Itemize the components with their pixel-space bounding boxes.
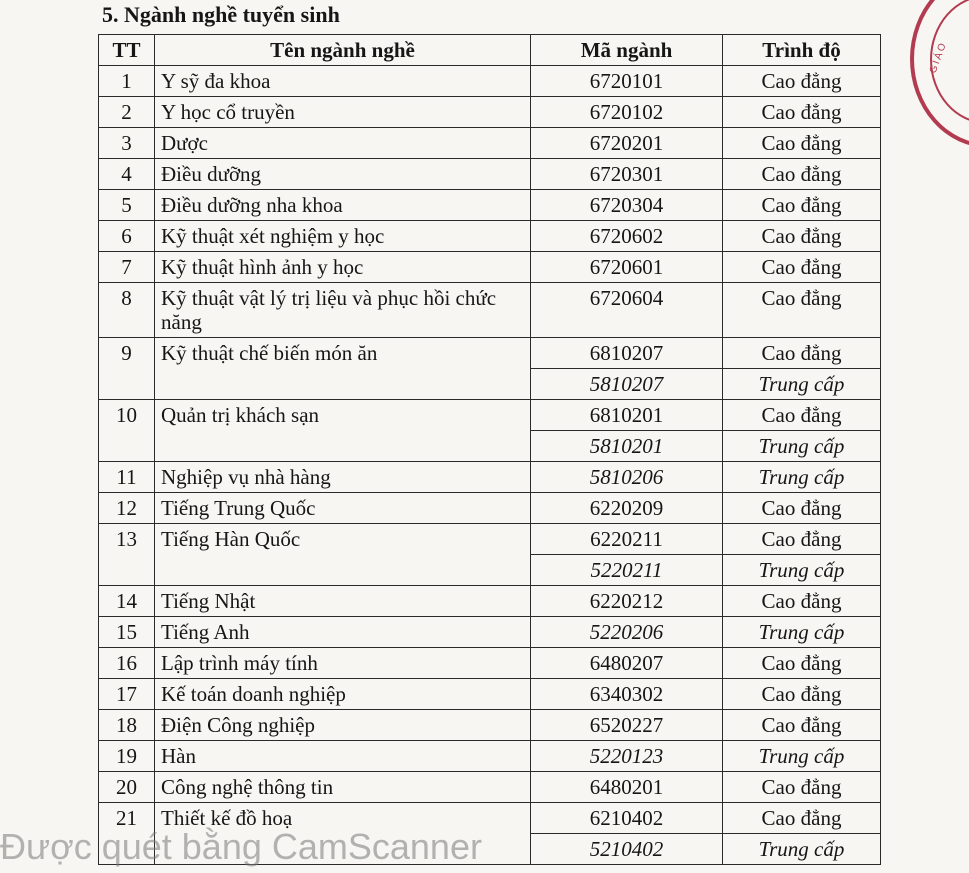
program-code: 5810201 bbox=[531, 431, 723, 462]
table-row bbox=[99, 679, 881, 710]
training-level: Cao đẳng bbox=[723, 221, 881, 252]
row-number: 12 bbox=[99, 493, 155, 524]
program-name: Dược bbox=[155, 128, 531, 159]
training-level: Cao đẳng bbox=[723, 400, 881, 431]
training-level: Cao đẳng bbox=[723, 128, 881, 159]
training-level: Cao đẳng bbox=[723, 66, 881, 97]
program-code: 6720602 bbox=[531, 221, 723, 252]
program-name: Nghiệp vụ nhà hàng bbox=[155, 462, 531, 493]
table-row bbox=[99, 741, 881, 772]
program-code: 6720101 bbox=[531, 66, 723, 97]
program-code: 6480207 bbox=[531, 648, 723, 679]
row-number: 8 bbox=[99, 283, 155, 338]
program-code: 6810207 bbox=[531, 338, 723, 369]
program-code: 5220123 bbox=[531, 741, 723, 772]
row-number: 16 bbox=[99, 648, 155, 679]
training-level: Cao đẳng bbox=[723, 772, 881, 803]
program-name: Tiếng Hàn Quốc bbox=[155, 524, 531, 586]
program-name: Thiết kế đồ hoạ bbox=[155, 803, 531, 865]
training-level: Cao đẳng bbox=[723, 338, 881, 369]
table-row bbox=[99, 159, 881, 190]
row-number: 5 bbox=[99, 190, 155, 221]
program-code: 6810201 bbox=[531, 400, 723, 431]
program-name: Quản trị khách sạn bbox=[155, 400, 531, 462]
table-row bbox=[99, 221, 881, 252]
program-name: Lập trình máy tính bbox=[155, 648, 531, 679]
program-name: Kế toán doanh nghiệp bbox=[155, 679, 531, 710]
training-level: Trung cấp bbox=[723, 369, 881, 400]
program-name: Kỹ thuật vật lý trị liệu và phục hồi chức năng bbox=[155, 283, 531, 338]
table-row bbox=[99, 462, 881, 493]
table-row bbox=[99, 190, 881, 221]
table-row bbox=[99, 617, 881, 648]
training-level: Cao đẳng bbox=[723, 803, 881, 834]
column-header-name: Tên ngành nghề bbox=[155, 35, 531, 66]
training-level: Cao đẳng bbox=[723, 97, 881, 128]
program-code: 6210402 bbox=[531, 803, 723, 834]
program-name: Công nghệ thông tin bbox=[155, 772, 531, 803]
training-level: Cao đẳng bbox=[723, 586, 881, 617]
program-name: Y học cổ truyền bbox=[155, 97, 531, 128]
row-number: 4 bbox=[99, 159, 155, 190]
program-code: 6720201 bbox=[531, 128, 723, 159]
row-number: 19 bbox=[99, 741, 155, 772]
program-code: 6220209 bbox=[531, 493, 723, 524]
table-row bbox=[99, 66, 881, 97]
program-code: 6220211 bbox=[531, 524, 723, 555]
program-code: 6340302 bbox=[531, 679, 723, 710]
table-row bbox=[99, 524, 881, 555]
training-level: Trung cấp bbox=[723, 462, 881, 493]
program-code: 5810206 bbox=[531, 462, 723, 493]
row-number: 15 bbox=[99, 617, 155, 648]
row-number: 6 bbox=[99, 221, 155, 252]
program-name: Tiếng Trung Quốc bbox=[155, 493, 531, 524]
row-number: 14 bbox=[99, 586, 155, 617]
program-name: Tiếng Nhật bbox=[155, 586, 531, 617]
table-row bbox=[99, 493, 881, 524]
programs-table bbox=[98, 34, 881, 865]
table-row bbox=[99, 648, 881, 679]
table-row bbox=[99, 97, 881, 128]
section-heading: 5. Ngành nghề tuyển sinh bbox=[102, 2, 340, 27]
training-level: Cao đẳng bbox=[723, 679, 881, 710]
program-code: 6720604 bbox=[531, 283, 723, 338]
camscanner-watermark: Được quét bằng CamScanner bbox=[0, 826, 482, 867]
program-name: Y sỹ đa khoa bbox=[155, 66, 531, 97]
row-number: 2 bbox=[99, 97, 155, 128]
training-level: Trung cấp bbox=[723, 741, 881, 772]
training-level: Cao đẳng bbox=[723, 190, 881, 221]
table-row bbox=[99, 252, 881, 283]
program-name: Điện Công nghiệp bbox=[155, 710, 531, 741]
program-code: 6220212 bbox=[531, 586, 723, 617]
column-header-level: Trình độ bbox=[723, 35, 881, 66]
row-number: 1 bbox=[99, 66, 155, 97]
row-number: 21 bbox=[99, 803, 155, 865]
row-number: 9 bbox=[99, 338, 155, 400]
program-code: 6480201 bbox=[531, 772, 723, 803]
program-code: 6720301 bbox=[531, 159, 723, 190]
training-level: Cao đẳng bbox=[723, 159, 881, 190]
row-number: 3 bbox=[99, 128, 155, 159]
table-row bbox=[99, 338, 881, 369]
row-number: 20 bbox=[99, 772, 155, 803]
stamp-text: GIÁO bbox=[927, 40, 950, 75]
program-code: 6520227 bbox=[531, 710, 723, 741]
training-level: Trung cấp bbox=[723, 617, 881, 648]
program-code: 6720102 bbox=[531, 97, 723, 128]
row-number: 18 bbox=[99, 710, 155, 741]
training-level: Cao đẳng bbox=[723, 710, 881, 741]
program-name: Điều dưỡng bbox=[155, 159, 531, 190]
training-level: Trung cấp bbox=[723, 834, 881, 865]
program-code: 5220211 bbox=[531, 555, 723, 586]
training-level: Cao đẳng bbox=[723, 252, 881, 283]
row-number: 7 bbox=[99, 252, 155, 283]
table-row bbox=[99, 283, 881, 338]
program-name: Kỹ thuật hình ảnh y học bbox=[155, 252, 531, 283]
program-name: Điều dưỡng nha khoa bbox=[155, 190, 531, 221]
table-row bbox=[99, 586, 881, 617]
program-code: 6720601 bbox=[531, 252, 723, 283]
table-row bbox=[99, 128, 881, 159]
program-name: Kỹ thuật xét nghiệm y học bbox=[155, 221, 531, 252]
table-body bbox=[99, 66, 881, 865]
table-row bbox=[99, 772, 881, 803]
training-level: Cao đẳng bbox=[723, 648, 881, 679]
training-level: Cao đẳng bbox=[723, 524, 881, 555]
table-header-row bbox=[99, 35, 881, 66]
program-name: Kỹ thuật chế biến món ăn bbox=[155, 338, 531, 400]
program-name: Tiếng Anh bbox=[155, 617, 531, 648]
row-number: 10 bbox=[99, 400, 155, 462]
program-code: 5220206 bbox=[531, 617, 723, 648]
row-number: 13 bbox=[99, 524, 155, 586]
program-name: Hàn bbox=[155, 741, 531, 772]
training-level: Cao đẳng bbox=[723, 283, 881, 338]
column-header-code: Mã ngành bbox=[531, 35, 723, 66]
program-code: 6720304 bbox=[531, 190, 723, 221]
training-level: Trung cấp bbox=[723, 431, 881, 462]
row-number: 17 bbox=[99, 679, 155, 710]
training-level: Trung cấp bbox=[723, 555, 881, 586]
table-row bbox=[99, 400, 881, 431]
column-header-tt: TT bbox=[99, 35, 155, 66]
row-number: 11 bbox=[99, 462, 155, 493]
program-code: 5810207 bbox=[531, 369, 723, 400]
training-level: Cao đẳng bbox=[723, 493, 881, 524]
table-row bbox=[99, 710, 881, 741]
program-code: 5210402 bbox=[531, 834, 723, 865]
